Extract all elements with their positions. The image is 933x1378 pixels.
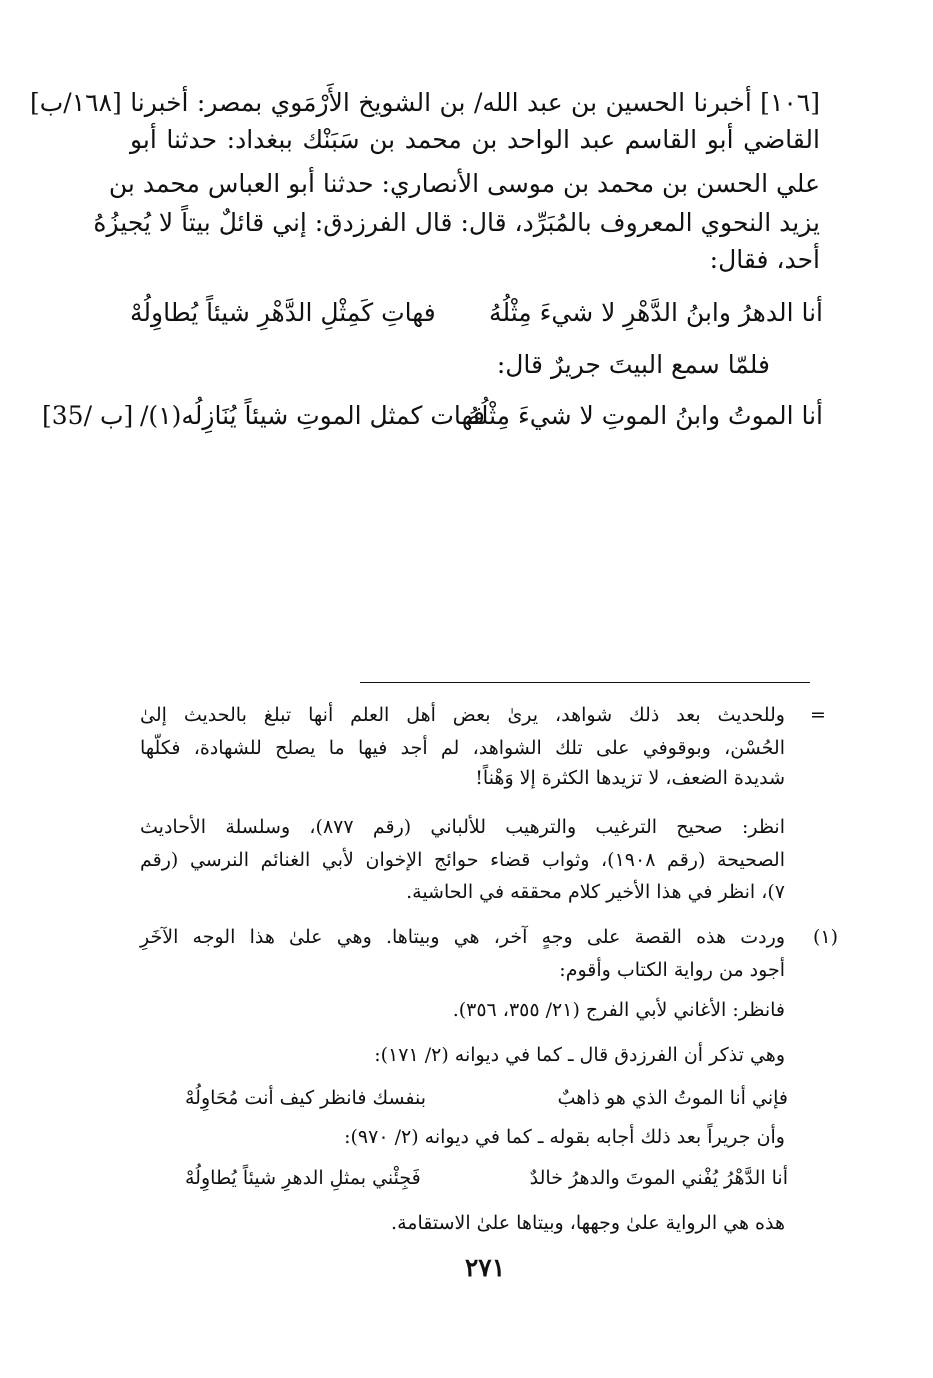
footnote-para1-line1: وللحديث بعد ذلك شواهد، يرىٰ بعض أهل العلم أنها تبلغ بالحديث إلىٰ — [140, 704, 785, 726]
verse3-second-hemistich: بنفسك فانظر كيف أنت مُحَاوِلُهْ — [185, 1087, 427, 1109]
verse2-first-hemistich: أنا الموتُ وابنُ الموتِ لا شيءَ مِثْلُهُ — [467, 401, 823, 430]
page-number: ٢٧١ — [464, 1253, 506, 1282]
footnote-continuation-marker: = — [810, 704, 826, 726]
verse3-first-hemistich: فإني أنا الموتُ الذي هو ذاهبٌ — [557, 1087, 788, 1109]
verse2-second-hemistich: فهات كمثل الموتِ شيئاً يُنَازِلُه(١)/ — [140, 401, 485, 430]
footnote-para2-line1: انظر: صحيح الترغيب والترهيب للألباني (رقم ٨٧٧)، وسلسلة الأحاديث — [140, 816, 785, 838]
main-line-5: أحد، فقال: — [709, 245, 820, 274]
footnote-para2-line3: ٧)، انظر في هذا الأخير كلام محققه في الحاشية. — [406, 881, 785, 903]
footnote-separator — [360, 682, 810, 683]
footnote-1-reference: فانظر: الأغاني لأبي الفرج (٢١/ ٣٥٥، ٣٥٦). — [452, 999, 785, 1021]
verse4-first-hemistich: أنا الدَّهْرُ يُفْني الموتَ والدهرُ خالدٌ — [529, 1167, 788, 1189]
footnote-1-last-line: هذه هي الرواية علىٰ وجهها، وبيتاها علىٰ الاستقامة. — [391, 1212, 785, 1234]
footnote-para1-line3: شديدة الضعف، لا تزيدها الكثرة إلا وَهْناً! — [475, 767, 785, 789]
verse4-second-hemistich: فَجِئْني بمثلِ الدهرِ شيئاً يُطاوِلُهْ — [185, 1167, 421, 1189]
verse1-second-hemistich: فهاتِ كَمِثْلِ الدَّهْرِ شيئاً يُطاوِلُهْ — [130, 298, 436, 327]
footnote-1-marker: (١) — [812, 926, 838, 948]
footnote-para1-line2: الحُسْن، وبوقوفي على تلك الشواهد، لم أجد فيها ما يصلح للشهادة، فكلّها — [140, 737, 785, 759]
verse1-first-hemistich: أنا الدهرُ وابنُ الدَّهْرِ لا شيءَ مِثْلُهُ — [489, 298, 823, 327]
main-line-2: القاضي أبو القاسم عبد الواحد بن محمد بن سَبَنْك ببغداد: حدثنا أبو — [130, 125, 820, 154]
footnote-1-text2: وأن جريراً بعد ذلك أجابه بقوله ـ كما في ديوانه (٢/ ٩٧٠): — [344, 1126, 785, 1148]
margin-folio-marker: [35/ ب] — [42, 401, 134, 430]
footnote-para2-line2: الصحيحة (رقم ١٩٠٨)، وثواب قضاء حوائج الإخوان لأبي الغنائم النرسي (رقم — [140, 849, 785, 871]
main-line-after-verse: فلمّا سمع البيتَ جريرٌ قال: — [496, 350, 770, 379]
main-line-1: [١٠٦] أخبرنا الحسين بن عبد الله/ بن الشويخ الأَرْمَوي بمصر: أخبرنا [١٦٨/ب] — [30, 88, 820, 117]
main-line-4: يزيد النحوي المعروف بالمُبَرِّد، قال: قال الفرزدق: إني قائلٌ بيتاً لا يُجيزُهُ — [93, 208, 820, 237]
footnote-1-text: وهي تذكر أن الفرزدق قال ـ كما في ديوانه (٢/ ١٧١): — [374, 1044, 785, 1066]
main-line-3: علي الحسن بن محمد بن موسى الأنصاري: حدثنا أبو العباس محمد بن — [108, 169, 820, 198]
footnote-1-line2: أجود من رواية الكتاب وأقوم: — [559, 959, 785, 981]
footnote-1-line1: وردت هذه القصة على وجهٍ آخر، هي وبيتاها. وهي علىٰ هذا الوجه الآخَرِ — [140, 926, 785, 948]
